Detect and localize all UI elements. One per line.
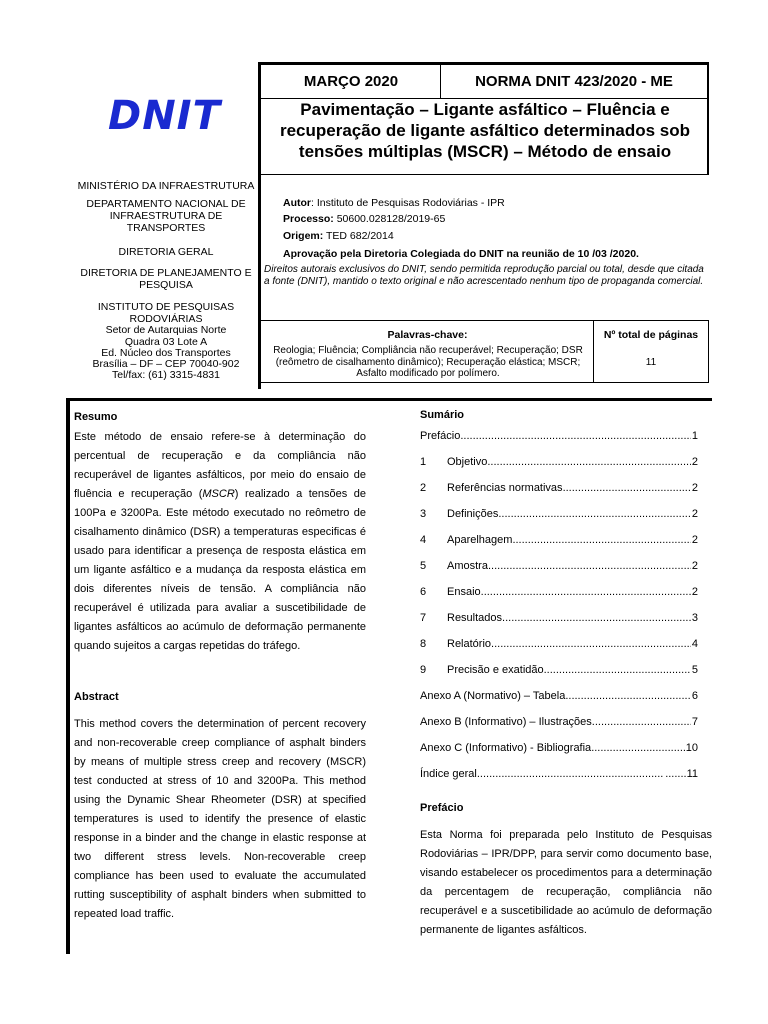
keywords-bottom-border (261, 382, 709, 383)
copyright-notice: Direitos autorais exclusivos do DNIT, sendo permitida reprodução parcial ou total, desde que citada a fonte (DNIT), mantido o texto original e não acrescentado nenhum tipo de propaganda comercial. (264, 264, 704, 287)
toc-item-page: 1 (691, 430, 698, 442)
toc-item[interactable] (420, 768, 698, 780)
toc-leader (502, 612, 691, 624)
toc-item-page: 6 (691, 690, 698, 702)
org-department: DEPARTAMENTO NACIONAL DE INFRAESTRUTURA DE TRANSPORTES (86, 198, 246, 234)
toc-item-number: 3 (420, 508, 427, 520)
prefacio-heading: Prefácio (420, 802, 464, 814)
toc-item-number: 4 (420, 534, 427, 546)
resumo-text-part-2: ) realizado a tensões de 100Pa e 3200Pa. Este método executado no reômetro de cisalhamento dinâmico (DSR) a temperaturas especificas é usado para identificar a presença de resposta elástica em um ligante asfáltico e a mudança da resposta elástica em dois diferentes níveis de tensão. A compliância não recuperável é utilizada para avaliar a suscetibilidade de ligantes asfálticos ao acúmulo de deformação permanente quando sujeitos a cargas repetidas do tráfego. (74, 488, 366, 652)
resumo-heading: Resumo (74, 411, 118, 423)
toc-item[interactable] (420, 560, 698, 572)
org-address-line-4: Brasília – DF – CEP 70040-902 (92, 358, 240, 370)
origin-value: TED 682/2014 (323, 230, 394, 242)
dnit-logo: DNIT (108, 93, 221, 139)
toc-item-page: 5 (691, 664, 698, 676)
sumario-heading: Sumário (420, 409, 465, 421)
toc-item-number: 9 (420, 664, 427, 676)
toc-leader (563, 482, 691, 494)
toc-item[interactable] (420, 456, 698, 468)
toc-item-page: 3 (691, 612, 698, 624)
toc-item-number: 6 (420, 586, 427, 598)
toc-item-page: 2 (691, 586, 698, 598)
toc-item-number: 7 (420, 612, 427, 624)
org-phone: Tel/fax: (61) 3315-4831 (112, 369, 220, 381)
body-top-border (66, 398, 712, 401)
resumo-text-emphasis: MSCR (202, 488, 235, 500)
total-pages-label: Nº total de páginas (603, 329, 699, 341)
toc-leader (477, 768, 664, 780)
toc-item-page: 2 (691, 508, 698, 520)
author-line (283, 197, 505, 210)
toc-item-label: Referências normativas (447, 482, 563, 494)
toc-leader (565, 690, 691, 702)
toc-item-label: Amostra (447, 560, 488, 572)
org-general-directorate: DIRETORIA GERAL (118, 246, 214, 258)
toc-item[interactable] (420, 482, 698, 494)
document-date: MARÇO 2020 (303, 72, 399, 90)
resumo-text-part-1: Este método de ensaio refere-se à determinação do percentual de recuperação e da compliância não recuperável de ligantes asfálticos, por meio do ensaio de fluência e recuperação ( (74, 431, 366, 500)
toc-item-page: .......11 (665, 768, 698, 780)
keywords-label: Palavras-chave: (387, 329, 468, 341)
toc-item-page: 2 (691, 560, 698, 572)
abstract-heading: Abstract (74, 691, 119, 703)
keywords-top-border (261, 320, 709, 321)
toc-item-label: Definições (447, 508, 499, 520)
toc-leader (544, 664, 691, 676)
prefacio-text: Esta Norma foi preparada pelo Instituto de Pesquisas Rodoviárias – IPR/DPP, para servir como documento base, visando estabelecer os procedimentos para a determinação da percentagem de recuperação, compliância não recuperável e a suscetibilidade ao acúmulo de deformação permanente de ligantes asfálticos. (420, 829, 712, 936)
toc-item[interactable] (420, 612, 698, 624)
toc-item-page: 2 (691, 456, 698, 468)
toc-item[interactable] (420, 430, 698, 442)
toc-item-page: 7 (691, 716, 698, 728)
total-pages-value: 11 (645, 357, 657, 368)
toc-item[interactable] (420, 586, 698, 598)
toc-item-page: 10 (685, 742, 698, 754)
process-line (283, 213, 445, 226)
toc-item-label: Objetivo (447, 456, 488, 468)
org-address-line-1: Setor de Autarquias Norte (105, 324, 227, 336)
org-institute: INSTITUTO DE PESQUISAS RODOVIÁRIAS (97, 301, 235, 325)
toc-item-page: 4 (691, 638, 698, 650)
org-address-line-2: Quadra 03 Lote A (124, 336, 208, 348)
abstract-text: This method covers the determination of percent recovery and non-recoverable creep compliance of asphalt binders by means of multiple stress creep and recovery (MSCR) test conducted at stress of 10 and 3200Pa. This method using the Dynamic Shear Rheometer (DSR) at specified temperatures is used to identify the presence of elastic response in a binder and the change in elastic response at two different stress levels. Non-recoverable creep compliance has been used to evaluate the accumulated rutting susceptibility of asphalt binders when submitted to repeated load traffic. (74, 718, 366, 920)
toc-item-label: Anexo A (Normativo) – Tabela (420, 690, 566, 702)
toc-item-label: Anexo B (Informativo) – Ilustrações. (420, 716, 595, 728)
keywords-right-border (708, 320, 709, 382)
process-value: 50600.028128/2019-65 (333, 213, 446, 225)
org-ministry: MINISTÉRIO DA INFRAESTRUTURA (77, 180, 255, 192)
title-bottom-border (261, 174, 708, 175)
toc-item-label: Índice geral (420, 768, 477, 780)
toc-leader (488, 560, 691, 572)
author-value: : Instituto de Pesquisas Rodoviárias - IPR (311, 197, 505, 209)
toc-item-number: 1 (420, 456, 427, 468)
toc-item[interactable] (420, 690, 698, 702)
toc-item-label: Precisão e exatidão (447, 664, 544, 676)
document-title: Pavimentação – Ligante asfáltico – Fluência e recuperação de ligante asfáltico determinados sob tensões múltiplas (MSCR) – Método de ensaio (279, 100, 691, 161)
toc-leader (512, 534, 690, 546)
toc-item[interactable] (420, 742, 698, 754)
author-label: Autor (283, 197, 311, 209)
toc-item-label: Resultados (447, 612, 503, 624)
toc-item[interactable] (420, 638, 698, 650)
toc-item-number: 5 (420, 560, 427, 572)
toc-item[interactable] (420, 716, 698, 728)
toc-item-label: Anexo C (Informativo) - Bibliografia (420, 742, 592, 754)
toc-leader (460, 430, 691, 442)
toc-leader (498, 508, 691, 520)
toc-item-number: 8 (420, 638, 427, 650)
toc-item-label: Relatório (447, 638, 492, 650)
toc-item[interactable] (420, 664, 698, 676)
toc-item-page: 2 (691, 534, 698, 546)
origin-label: Origem: (283, 230, 324, 242)
toc-leader (595, 716, 691, 728)
toc-item[interactable] (420, 534, 698, 546)
origin-line (283, 230, 394, 243)
toc-item-number: 2 (420, 482, 427, 494)
org-planning-directorate: DIRETORIA DE PLANEJAMENTO E PESQUISA (80, 267, 252, 291)
toc-leader (591, 742, 685, 754)
process-label: Processo: (283, 213, 334, 225)
toc-item[interactable] (420, 508, 698, 520)
toc-item-page: 2 (691, 482, 698, 494)
norm-number: NORMA DNIT 423/2020 - ME (475, 72, 673, 90)
toc-leader (481, 586, 691, 598)
toc-item-label: Aparelhagem (447, 534, 513, 546)
body-left-border (66, 398, 70, 954)
toc-item-label: Prefácio (420, 430, 461, 442)
keywords-text: Reologia; Fluência; Compliância não recuperável; Recuperação; DSR (reômetro de cisalhamento dinâmico); Recuperação elástica; MSCR; Asfalto modificado por polímero. (273, 345, 583, 379)
toc-leader (487, 456, 691, 468)
toc-leader (491, 638, 691, 650)
header-left-border (258, 62, 261, 389)
org-address-line-3: Ed. Núcleo dos Transportes (101, 347, 231, 359)
resumo-text (74, 428, 366, 656)
toc-item-label: Ensaio (447, 586, 481, 598)
approval-line: Aprovação pela Diretoria Colegiada do DNIT na reunião de 10 /03 /2020. (283, 248, 639, 260)
